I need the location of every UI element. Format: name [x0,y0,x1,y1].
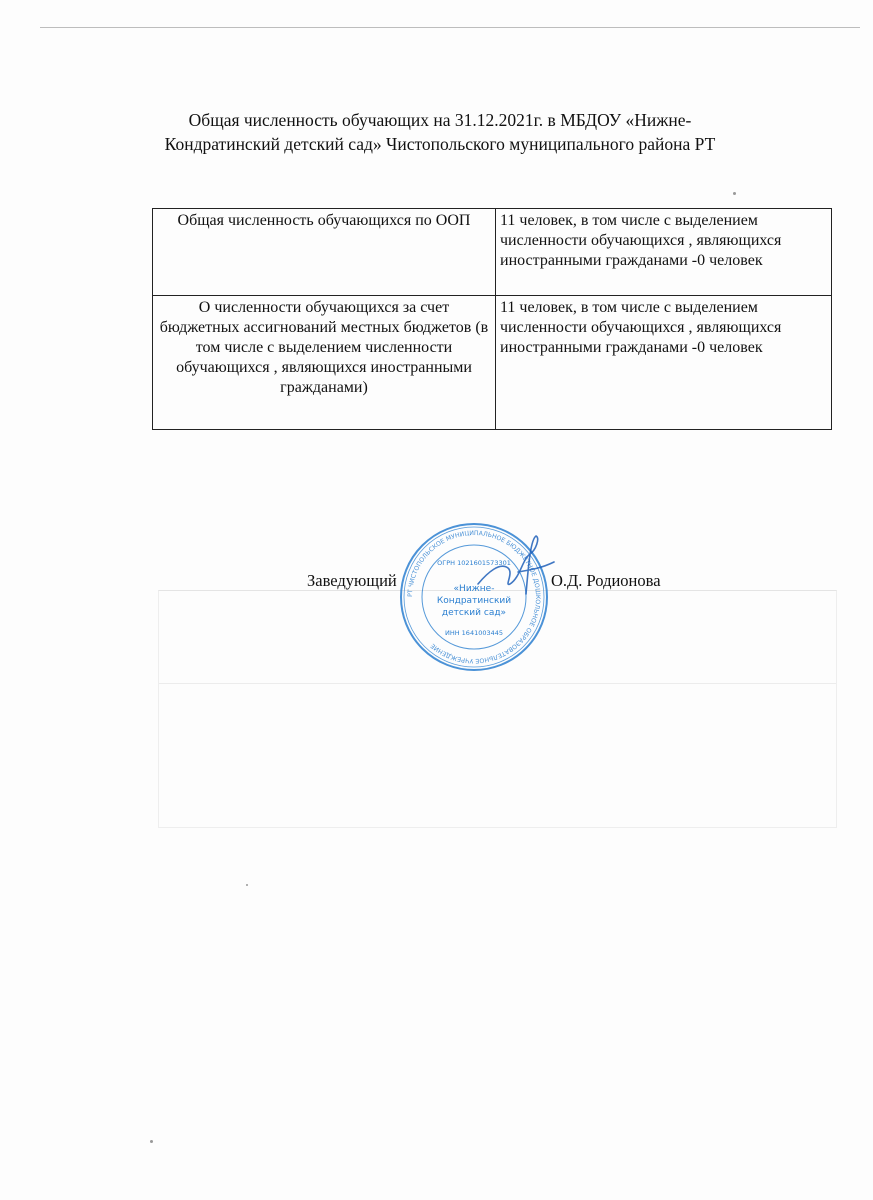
title-line-1: Общая численность обучающих на 31.12.2021г. в МБДОУ «Нижне- [188,110,692,130]
scan-speck [733,192,736,195]
title-line-2: Кондратинский детский сад» Чистопольского муниципального района РТ [164,134,716,154]
svg-text:«Нижне-: «Нижне- [453,584,495,594]
enrollment-table [152,208,832,430]
bleed-through-line [159,683,836,684]
row-label: Общая численность обучающихся по ООП [153,209,496,296]
table-row [153,209,832,296]
svg-text:Кондратинский: Кондратинский [436,596,512,606]
svg-text:детский сад»: детский сад» [441,608,507,618]
signatory-position: Заведующий [307,571,397,590]
scan-edge-line [40,27,860,28]
table-row [153,296,832,430]
row-value: 11 человек, в том числе с выделением численности обучающихся , являющихся иностранными гражданами -0 человек [496,296,832,430]
handwritten-signature [470,532,560,602]
scan-speck [150,1140,153,1143]
stamp-inn: ИНН 1641003445 [444,629,504,637]
signatory-name: О.Д. Родионова [551,571,661,590]
scan-speck [246,884,248,886]
row-value: 11 человек, в том числе с выделением численности обучающихся , являющихся иностранными гражданами -0 человек [496,209,832,296]
stamp-ring-text: РТ ЧИСТОПОЛЬСКОЕ МУНИЦИПАЛЬНОЕ БЮДЖЕТНОЕ ДОШКОЛЬНОЕ ОБРАЗОВАТЕЛЬНОЕ УЧРЕЖДЕНИЕ [406,529,542,665]
document-title [120,108,760,156]
stamp-ogrn: ОГРН 1021601573301 [437,559,511,567]
row-label: О численности обучающихся за счет бюджетных ассигнований местных бюджетов (в том числе с выделением численности обучающихся , являющихся иностранными гражданами) [153,296,496,430]
